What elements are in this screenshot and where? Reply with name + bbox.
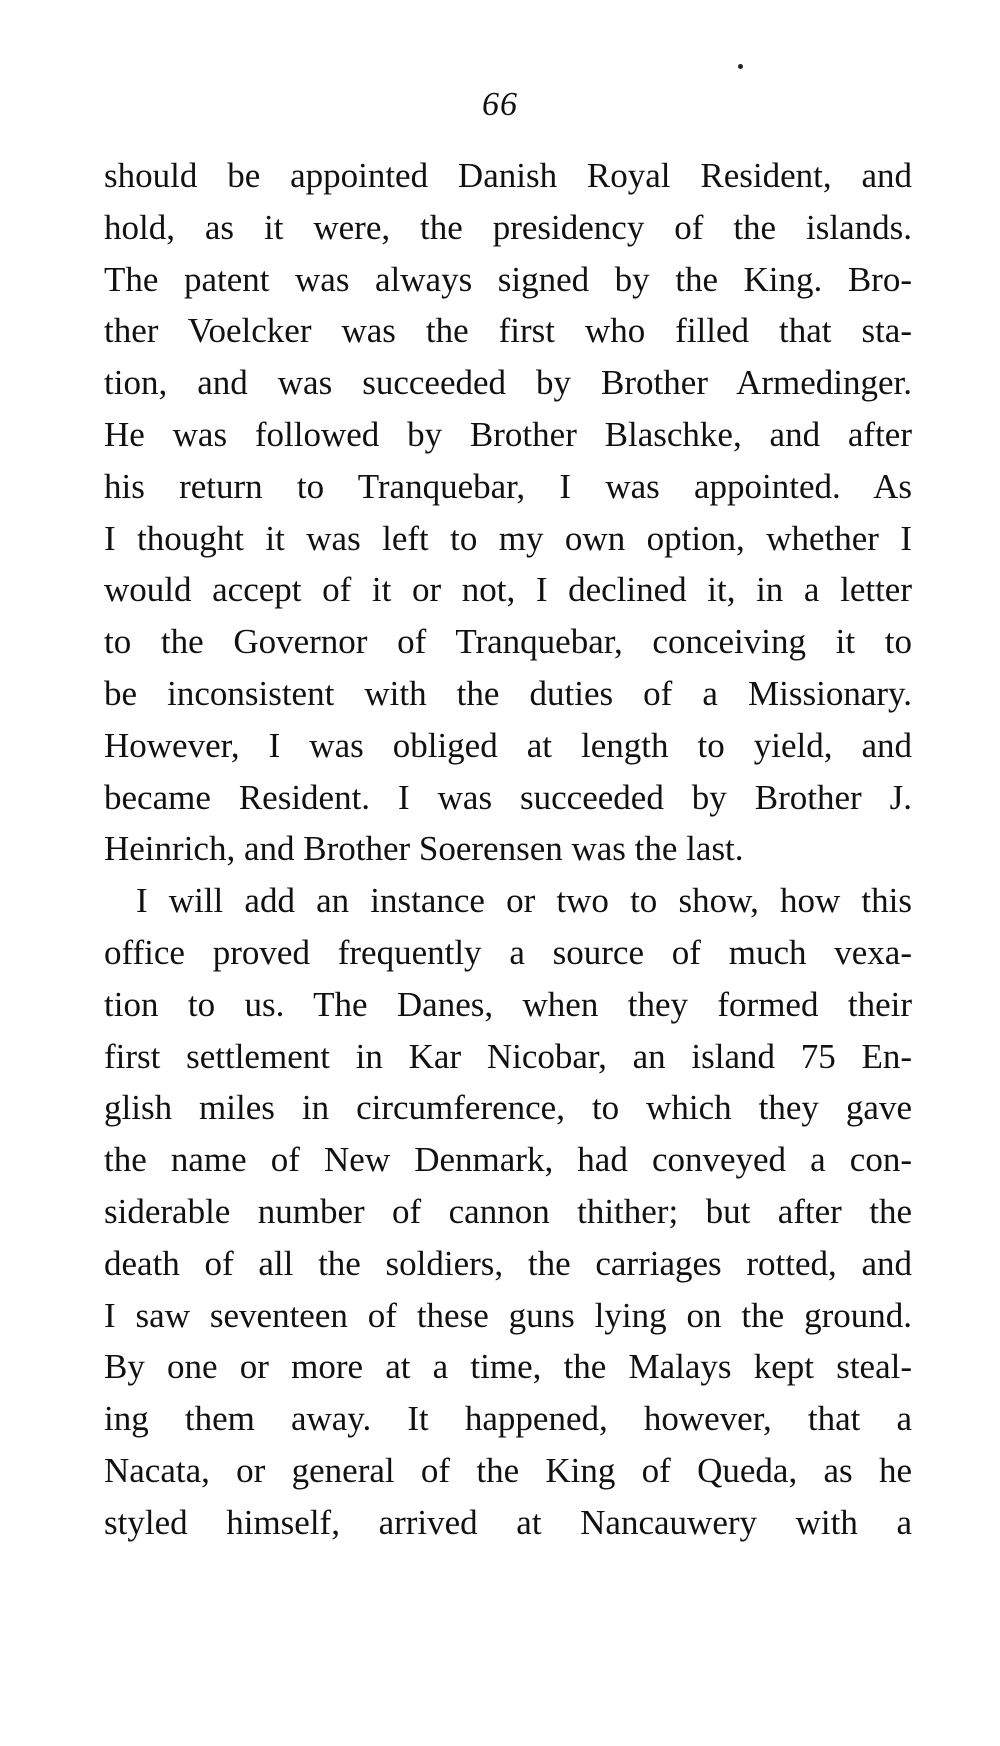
text-line: hold, as it were, the presidency of the islands. [104,207,912,247]
paragraph-2 [104,875,912,1548]
text-line: tion, and was succeeded by Brother Armedinger. [104,363,912,403]
text-line: I will add an instance or two to show, how this [136,881,912,921]
text-line: should be appointed Danish Royal Resident, and [104,156,912,195]
text-line: tion to us. The Danes, when they formed their [104,984,912,1024]
text-line: office proved frequently a source of much vexa- [104,932,912,972]
text-line: I saw seventeen of these guns lying on the ground. [104,1295,912,1335]
text-line: Heinrich, and Brother Soerensen was the last. [104,829,744,869]
text-line: I thought it was left to my own option, whether I [104,518,912,558]
text-line: siderable number of cannon thither; but after the [104,1191,912,1231]
text-line: to the Governor of Tranquebar, conceiving it to [104,622,912,662]
body-text [104,150,912,1549]
ink-speck [738,64,743,69]
text-line: However, I was obliged at length to yield, and [104,725,912,765]
text-line: the name of New Denmark, had conveyed a con- [104,1140,912,1180]
text-line: would accept of it or not, I declined it, in a letter [104,570,912,610]
text-line: his return to Tranquebar, I was appointed. As [104,466,912,506]
text-line: styled himself, arrived at Nancauwery with a [104,1502,912,1542]
text-line: Nacata, or general of the King of Queda, as he [104,1450,912,1490]
text-line: glish miles in circumference, to which they gave [104,1088,912,1128]
text-line: death of all the soldiers, the carriages rotted, and [104,1243,912,1283]
text-line: By one or more at a time, the Malays kept steal- [104,1347,912,1387]
text-line: first settlement in Kar Nicobar, an island 75 En- [104,1036,912,1076]
text-line: ing them away. It happened, however, that a [104,1399,912,1439]
text-line: ther Voelcker was the first who filled that sta- [104,311,912,351]
text-line: be inconsistent with the duties of a Missionary. [104,673,912,713]
paragraph-1 [104,150,912,875]
text-line: became Resident. I was succeeded by Brother J. [104,777,912,817]
text-line: The patent was always signed by the King. Bro- [104,259,912,299]
page-number: 66 [482,86,518,123]
text-line: He was followed by Brother Blaschke, and after [104,414,912,454]
